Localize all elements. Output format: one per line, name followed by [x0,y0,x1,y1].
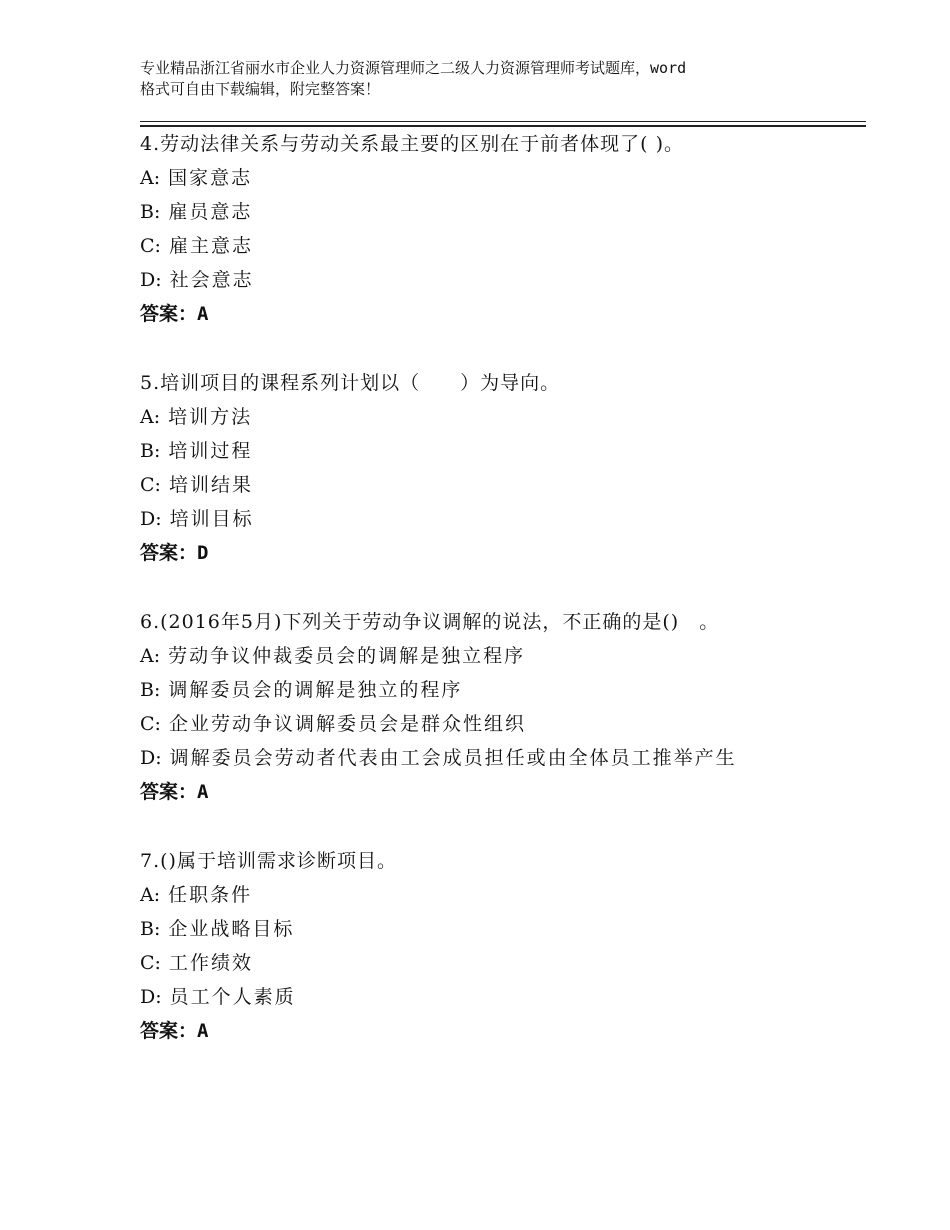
option-letter: D: [140,986,162,1008]
option-text: 国家意志 [168,167,253,189]
question-block [140,844,880,1048]
question-stem: 5.培训项目的课程系列计划以（ ）为导向。 [140,372,561,394]
answer-line [140,297,880,331]
option-letter: D: [140,747,162,769]
option-c [140,707,880,741]
option-a [140,161,880,195]
option-text: 工作绩效 [168,952,253,974]
option-text: 社会意志 [169,269,254,291]
answer-label: 答案： [140,781,198,803]
option-b [140,673,880,707]
option-letter: C: [140,713,161,735]
option-letter: B: [140,201,161,223]
answer-value: A [197,303,209,325]
document-header [140,58,840,100]
option-letter: C: [140,474,161,496]
option-text: 调解委员会劳动者代表由工会成员担任或由全体员工推举产生 [169,747,737,769]
header-divider-thin [140,121,866,122]
option-d [140,502,880,536]
option-d [140,741,880,775]
option-a [140,400,880,434]
option-letter: A: [140,645,161,667]
option-b [140,434,880,468]
option-letter: A: [140,406,161,428]
option-c [140,229,880,263]
question-block [140,366,880,570]
option-letter: B: [140,440,161,462]
option-text: 任职条件 [168,884,253,906]
answer-line [140,775,880,809]
answer-line [140,1014,880,1048]
option-text: 雇员意志 [168,201,253,223]
option-c [140,468,880,502]
header-line-1: 专业精品浙江省丽水市企业人力资源管理师之二级人力资源管理师考试题库，word [140,59,687,77]
option-letter: D: [140,269,162,291]
question-block [140,605,880,809]
answer-label: 答案： [140,542,198,564]
option-letter: C: [140,235,161,257]
option-d [140,980,880,1014]
option-c [140,946,880,980]
answer-value: A [197,1020,209,1042]
question-stem: 6.(2016年5月)下列关于劳动争议调解的说法，不正确的是() 。 [140,611,720,633]
option-text: 企业战略目标 [168,918,295,940]
option-letter: B: [140,918,161,940]
option-text: 培训目标 [169,508,254,530]
answer-value: D [197,542,209,564]
answer-label: 答案： [140,1020,198,1042]
answer-line [140,536,880,570]
option-text: 劳动争议仲裁委员会的调解是独立程序 [168,645,526,667]
option-text: 培训结果 [168,474,253,496]
option-text: 培训过程 [168,440,253,462]
option-a [140,639,880,673]
answer-label: 答案： [140,303,198,325]
answer-value: A [197,781,209,803]
option-text: 员工个人素质 [169,986,296,1008]
option-text: 调解委员会的调解是独立的程序 [168,679,463,701]
option-letter: A: [140,884,161,906]
option-b [140,912,880,946]
option-text: 企业劳动争议调解委员会是群众性组织 [168,713,526,735]
question-block [140,127,880,331]
option-letter: A: [140,167,161,189]
option-b [140,195,880,229]
option-a [140,878,880,912]
option-text: 雇主意志 [168,235,253,257]
option-text: 培训方法 [168,406,253,428]
option-letter: C: [140,952,161,974]
option-letter: B: [140,679,161,701]
question-stem: 4.劳动法律关系与劳动关系最主要的区别在于前者体现了( )。 [140,133,684,155]
option-d [140,263,880,297]
option-letter: D: [140,508,162,530]
header-line-2: 格式可自由下载编辑，附完整答案！ [140,80,381,98]
question-stem: 7.()属于培训需求诊断项目。 [140,850,397,872]
